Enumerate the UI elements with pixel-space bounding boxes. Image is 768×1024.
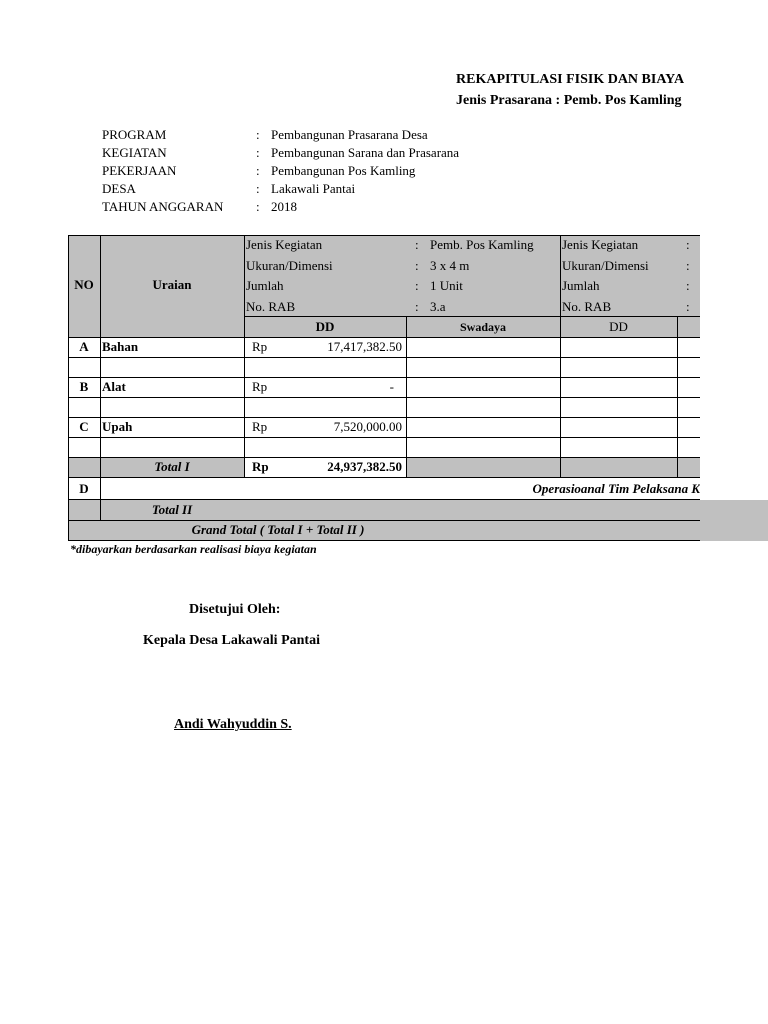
- document-subtitle: Jenis Prasarana : Pemb. Pos Kamling: [456, 93, 682, 108]
- col-no-header: NO: [74, 277, 94, 292]
- meta-value: 3 x 4 m: [430, 258, 470, 273]
- approved-by-label: Disetujui Oleh:: [189, 602, 281, 617]
- meta-label: Jumlah: [562, 278, 600, 293]
- total2-label: Total II: [151, 502, 193, 517]
- info-label-desa: DESA: [102, 181, 136, 196]
- meta-value: Pemb. Pos Kamling: [430, 237, 534, 252]
- info-value-kegiatan: Pembangunan Sarana dan Prasarana: [271, 145, 460, 160]
- footnote: *dibayarkan berdasarkan realisasi biaya kegiatan: [70, 542, 317, 556]
- meta-label: Jenis Kegiatan: [562, 237, 639, 252]
- sub-header-dd: DD: [315, 319, 335, 334]
- meta-sep: :: [415, 299, 419, 314]
- row-d-no: D: [79, 481, 89, 496]
- total1-currency: Rp: [252, 459, 269, 474]
- meta-label: Ukuran/Dimensi: [246, 258, 333, 273]
- total1-amount: 24,937,382.50: [327, 459, 402, 474]
- meta-sep: :: [686, 237, 690, 252]
- info-sep: :: [256, 145, 260, 160]
- meta-sep: :: [415, 278, 419, 293]
- meta-value: 1 Unit: [430, 278, 463, 293]
- row-d-label: Operasioanal Tim Pelaksana K: [532, 481, 700, 496]
- row-currency: Rp: [252, 339, 268, 354]
- info-sep: :: [256, 127, 260, 142]
- row-no: A: [79, 339, 89, 354]
- info-label-kegiatan: KEGIATAN: [102, 145, 167, 160]
- info-value-desa: Lakawali Pantai: [271, 181, 356, 196]
- row-amount: -: [389, 379, 394, 394]
- info-value-pekerjaan: Pembangunan Pos Kamling: [271, 163, 416, 178]
- signer-name: Andi Wahyuddin S.: [174, 717, 292, 732]
- info-sep: :: [256, 199, 260, 214]
- info-label-pekerjaan: PEKERJAAN: [102, 163, 177, 178]
- meta-label: No. RAB: [246, 299, 296, 314]
- row-currency: Rp: [252, 419, 268, 434]
- meta-sep: :: [415, 258, 419, 273]
- signer-position: Kepala Desa Lakawali Pantai: [143, 633, 320, 648]
- meta-sep: :: [686, 299, 690, 314]
- sub-header-swadaya: Swadaya: [459, 320, 506, 334]
- info-sep: :: [256, 181, 260, 196]
- grand-total-label: Grand Total ( Total I + Total II ): [191, 522, 365, 537]
- meta-sep: :: [686, 258, 690, 273]
- meta-sep: :: [415, 237, 419, 252]
- row-no: C: [79, 419, 89, 434]
- row-currency: Rp: [252, 379, 268, 394]
- info-sep: :: [256, 163, 260, 178]
- meta-label: Jenis Kegiatan: [246, 237, 323, 252]
- overflow-gray-block: [700, 500, 768, 541]
- meta-label: Ukuran/Dimensi: [562, 258, 649, 273]
- row-label: Bahan: [102, 339, 139, 354]
- total1-label: Total I: [154, 459, 190, 474]
- row-label: Upah: [102, 419, 133, 434]
- meta-value: 3.a: [430, 299, 446, 314]
- row-amount: 17,417,382.50: [327, 339, 402, 354]
- meta-label: No. RAB: [562, 299, 612, 314]
- sub-header-dd-2: DD: [609, 319, 628, 334]
- meta-label: Jumlah: [246, 278, 284, 293]
- row-label: Alat: [102, 379, 126, 394]
- info-value-program: Pembangunan Prasarana Desa: [271, 127, 428, 142]
- info-label-program: PROGRAM: [102, 127, 167, 142]
- row-amount: 7,520,000.00: [333, 419, 402, 434]
- col-uraian-header: Uraian: [152, 277, 192, 292]
- meta-sep: :: [686, 278, 690, 293]
- row-no: B: [79, 379, 89, 394]
- info-value-tahun: 2018: [271, 199, 297, 214]
- document-title: REKAPITULASI FISIK DAN BIAYA: [456, 72, 685, 87]
- info-label-tahun: TAHUN ANGGARAN: [102, 199, 224, 214]
